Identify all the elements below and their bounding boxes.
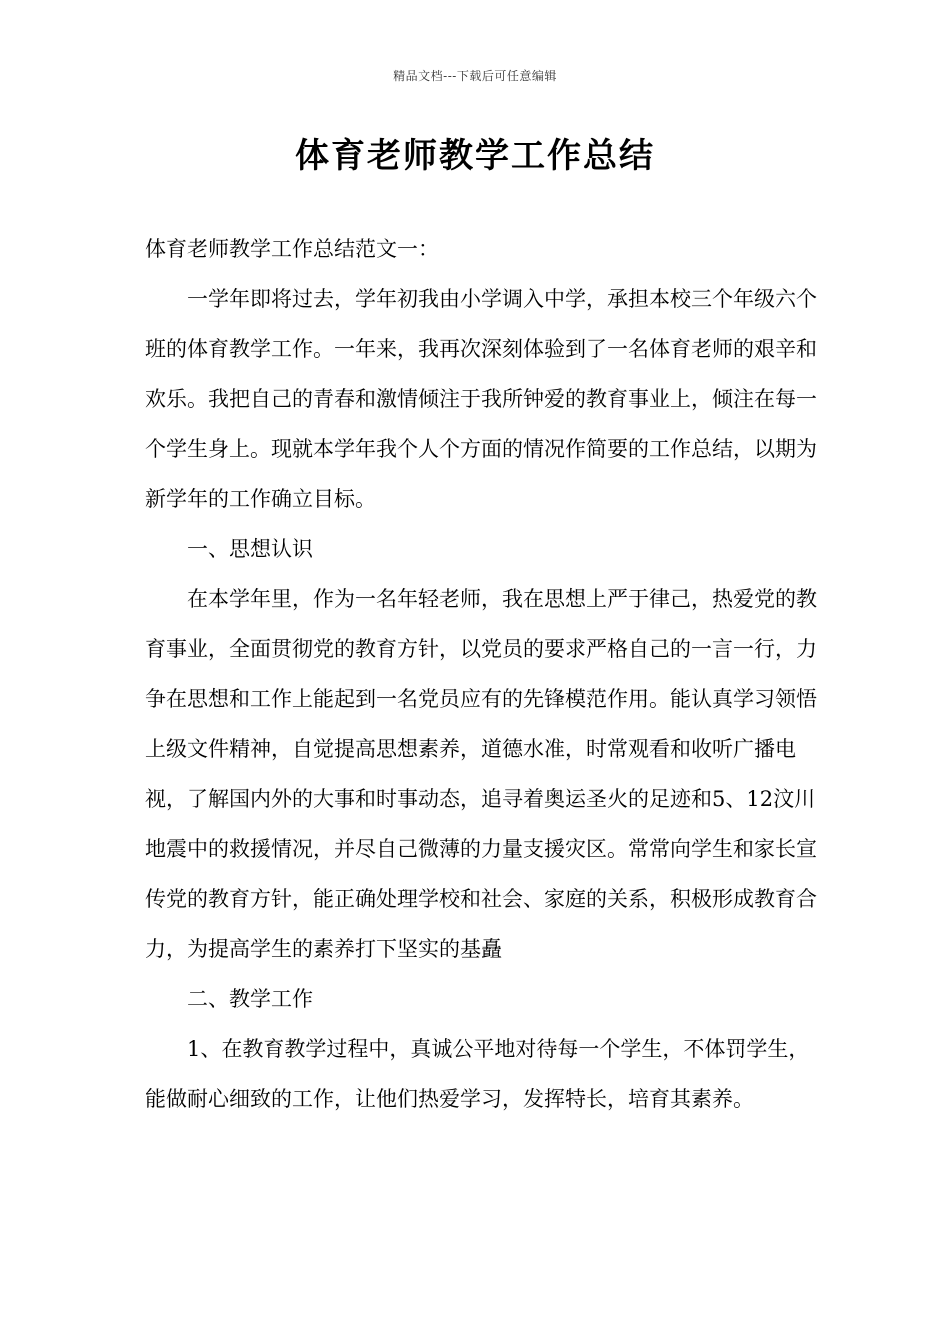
page-header-note: 精品文档---下载后可任意编辑	[393, 69, 557, 83]
paragraph-teaching-1: 1、在教育教学过程中，真诚公平地对待每一个学生，不体罚学生，能做耐心细致的工作，让他们热爱学习，发挥特长，培育其素养。	[145, 1037, 810, 1111]
paragraph-overview: 一学年即将过去，学年初我由小学调入中学，承担本校三个年级六个班的体育教学工作。一年来，我再次深刻体验到了一名体育老师的艰辛和欢乐。我把自己的青春和激情倾注于我所钟爱的教育事业上，倾注在每一个学生身上。现就本学年我个人个方面的情况作简要的工作总结，以期为新学年的工作确立目标。	[145, 287, 817, 511]
section-heading-thought: 一、思想认识	[187, 537, 313, 561]
intro-line: 体育老师教学工作总结范文一：	[145, 237, 439, 261]
document-body	[145, 224, 820, 1124]
document-title: 体育老师教学工作总结	[295, 136, 655, 176]
section-heading-teaching: 二、教学工作	[187, 987, 313, 1011]
paragraph-thought: 在本学年里，作为一名年轻老师，我在思想上严于律己，热爱党的教育事业，全面贯彻党的教育方针，以党员的要求严格自己的一言一行，力争在思想和工作上能起到一名党员应有的先锋模范作用。能认真学习领悟上级文件精神，自觉提高思想素养，道德水准，时常观看和收听广播电视，了解国内外的大事和时事动态，追寻着奥运圣火的足迹和5、12汶川地震中的救援情况，并尽自己微薄的力量支援灾区。常常向学生和家长宣传党的教育方针，能正确处理学校和社会、家庭的关系，积极形成教育合力，为提高学生的素养打下坚实的基矗	[145, 587, 817, 961]
